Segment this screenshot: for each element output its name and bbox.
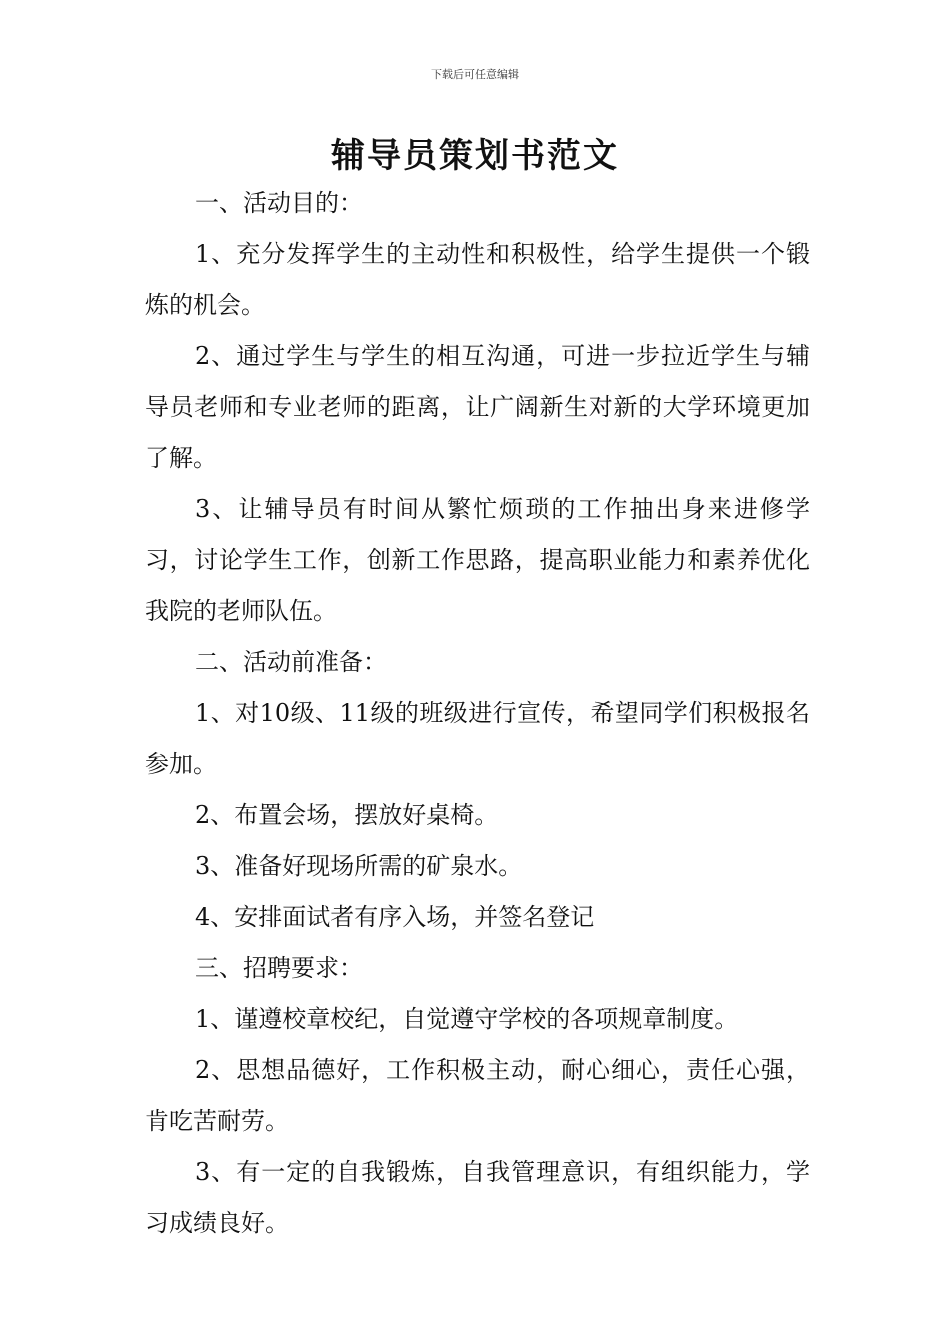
- paragraph: 1、对10级、11级的班级进行宣传，希望同学们积极报名参加。: [145, 699, 810, 778]
- paragraph: 2、通过学生与学生的相互沟通，可进一步拉近学生与辅导员老师和专业老师的距离，让广阔新生对新的大学环境更加了解。: [145, 342, 810, 472]
- document-title: 辅导员策划书范文: [331, 136, 619, 176]
- section-heading-purpose: 一、活动目的：: [195, 189, 363, 217]
- paragraph: 1、谨遵校章校纪，自觉遵守学校的各项规章制度。: [195, 1005, 739, 1033]
- section-heading-requirements: 三、招聘要求：: [195, 954, 363, 982]
- paragraph: 4、安排面试者有序入场，并签名登记: [195, 903, 595, 931]
- paragraph: 3、让辅导员有时间从繁忙烦琐的工作抽出身来进修学习，讨论学生工作，创新工作思路，提高职业能力和素养优化我院的老师队伍。: [145, 495, 810, 625]
- header-note: 下载后可任意编辑: [431, 68, 519, 81]
- section-heading-preparation: 二、活动前准备：: [195, 648, 387, 676]
- paragraph: 1、充分发挥学生的主动性和积极性，给学生提供一个锻炼的机会。: [145, 240, 810, 319]
- paragraph: 2、布置会场，摆放好桌椅。: [195, 801, 499, 829]
- document-body: [145, 178, 810, 1249]
- paragraph: 3、准备好现场所需的矿泉水。: [195, 852, 523, 880]
- paragraph: 2、思想品德好，工作积极主动，耐心细心，责任心强，肯吃苦耐劳。: [145, 1056, 810, 1135]
- paragraph: 3、有一定的自我锻炼，自我管理意识，有组织能力，学习成绩良好。: [145, 1158, 810, 1237]
